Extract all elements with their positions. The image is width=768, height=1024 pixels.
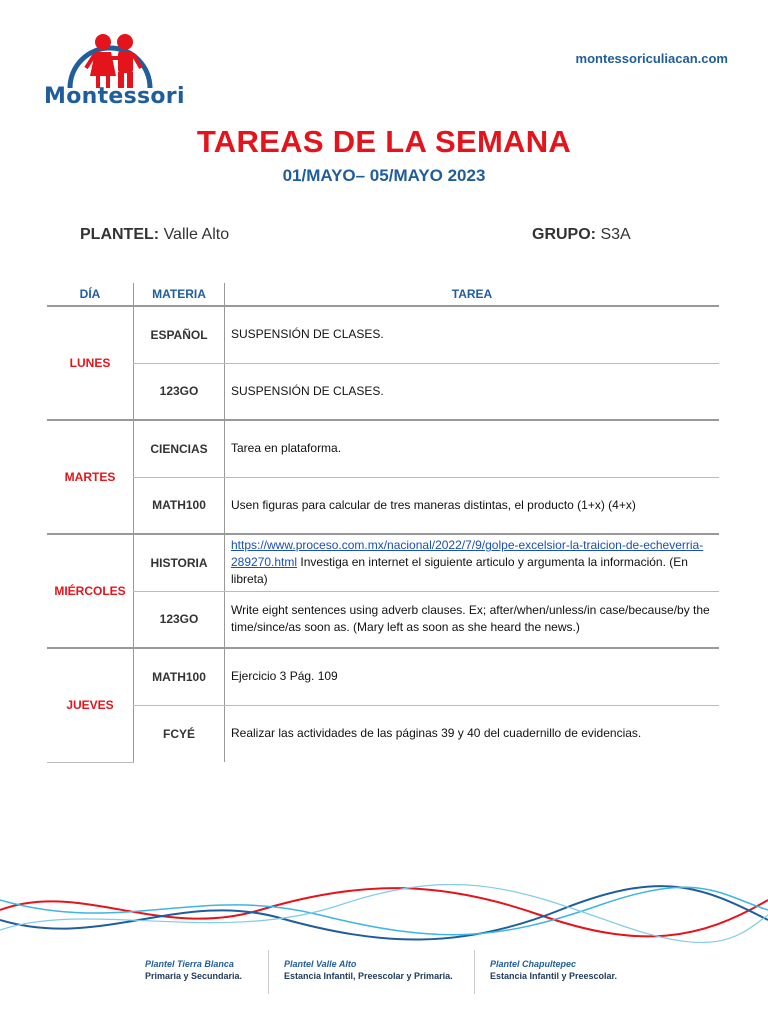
footer-divider [268,950,269,994]
campus-desc: Estancia Infantil y Preescolar. [490,971,618,981]
decorative-waves [0,880,768,950]
materia-cell: HISTORIA [134,534,225,591]
montessori-logo [40,22,185,109]
footer-campus-1 [145,958,242,982]
campus-name: Plantel Valle Alto [284,959,357,969]
tarea-cell: Write eight sentences using adverb clauses. Ex; after/when/unless/in case/because/by the time/since/as soon as. (Mary left as soon as she heard the news.) [225,591,720,648]
tarea-cell: SUSPENSIÓN DE CLASES. [225,363,720,420]
grupo-info [532,226,631,244]
campus-desc: Estancia Infantil, Preescolar y Primaria. [284,971,453,981]
grupo-value: S3A [600,226,631,243]
footer-campus-2 [284,958,453,982]
table-row [47,477,719,534]
article-link[interactable]: https://www.proceso.com.mx/nacional/2022/7/9/golpe-excelsior-la-traicion-de-echeverria-289270.html [231,538,704,570]
tarea-cell: Realizar las actividades de las páginas 39 y 40 del cuadernillo de evidencias. [225,705,720,762]
day-cell: JUEVES [47,648,134,762]
materia-cell: MATH100 [134,477,225,534]
tarea-cell: SUSPENSIÓN DE CLASES. [225,306,720,363]
table-row [47,591,719,648]
tarea-cell: Usen figuras para calcular de tres maneras distintas, el producto (1+x) (4+x) [225,477,720,534]
table-row [47,534,719,591]
plantel-info [80,226,229,244]
footer-divider [474,950,475,994]
day-cell: MIÉRCOLES [47,534,134,648]
tarea-cell [225,534,720,591]
campus-name: Plantel Chapultepec [490,959,577,969]
grupo-label: GRUPO: [532,226,596,243]
header-tarea: TAREA [225,283,720,306]
tarea-cell: Ejercicio 3 Pág. 109 [225,648,720,705]
website-link[interactable]: montessoriculiacan.com [575,51,728,66]
materia-cell: MATH100 [134,648,225,705]
materia-cell: 123GO [134,363,225,420]
table-row [47,648,719,705]
campus-name: Plantel Tierra Blanca [145,959,234,969]
tarea-text: Investiga en internet el siguiente articulo y argumenta la información. (En libreta) [231,555,688,587]
plantel-value: Valle Alto [163,226,230,243]
day-cell: LUNES [47,306,134,420]
plantel-label: PLANTEL: [80,226,160,243]
table-row [47,705,719,762]
materia-cell: FCYÉ [134,705,225,762]
tarea-cell: Tarea en plataforma. [225,420,720,477]
campus-desc: Primaria y Secundaria. [145,971,243,981]
materia-cell: ESPAÑOL [134,306,225,363]
header-materia: MATERIA [134,283,225,306]
footer-campus-3 [490,958,617,982]
materia-cell: 123GO [134,591,225,648]
homework-table [47,283,719,763]
table-row [47,363,719,420]
header-dia: DÍA [79,287,101,301]
day-cell: MARTES [47,420,134,534]
table-header-row [47,283,719,306]
page-title: TAREAS DE LA SEMANA [196,124,572,159]
logo-text: Montessori [44,84,185,109]
date-range: 01/MAYO– 05/MAYO 2023 [282,166,486,185]
table-row [47,306,719,363]
table-row [47,420,719,477]
materia-cell: CIENCIAS [134,420,225,477]
